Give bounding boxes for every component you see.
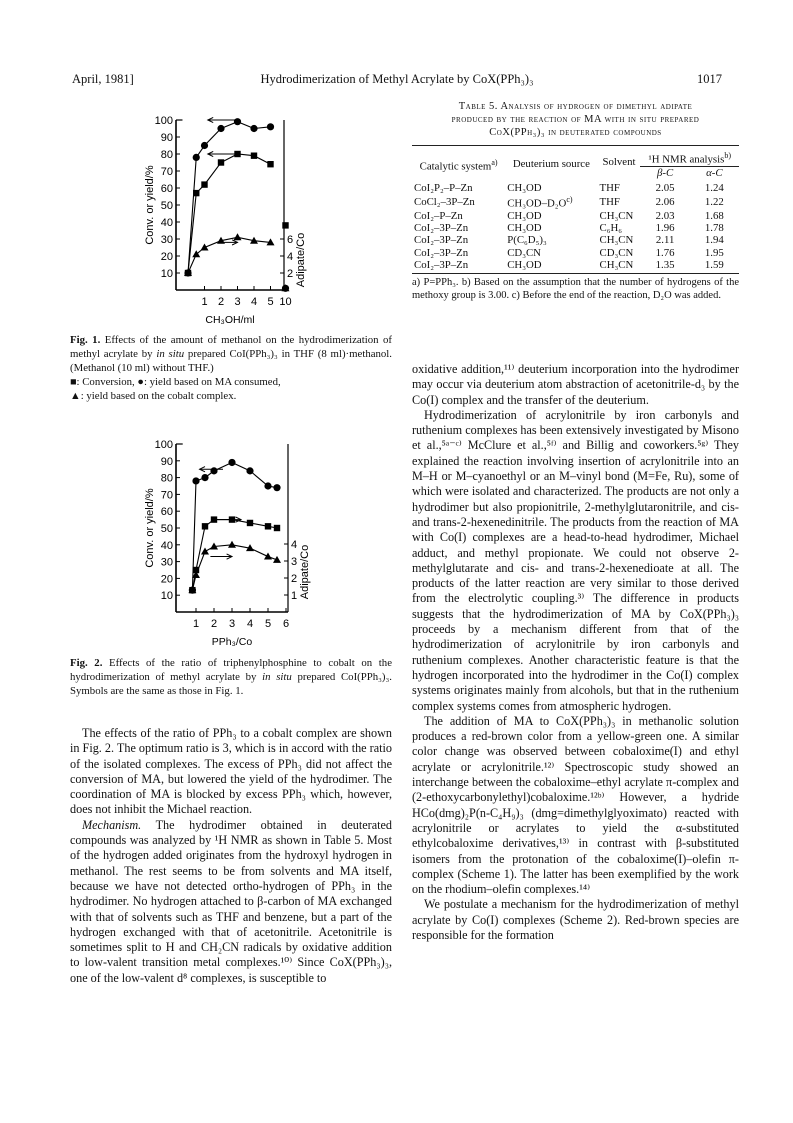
x-tick-label: 6	[282, 618, 290, 630]
table-cell: THF	[599, 182, 620, 194]
paragraph: The addition of MA to CoX(PPh₃)₃ in methanolic solution produces a red-brown color from a yellow-green one. A similar color change was observed between cobaloxime(I) and ethyl acrylate or acrylonitrile.¹²⁾ Spectroscopic study showed an interchange between the cobaloxime–ethyl acrylate π-complex and (2-ethoxycarbonylethyl)cobaloxime.¹²ᵇ⁾ However, a hydride HCo(dmg)₂P(n-C₄H₉)₃ (dmg=dimethylglyoximato) reacted with acrylonitrile or acrylates to yield the α-substituted ethylcobaloxime derivatives,¹³⁾ in contrast with β-substituted isomers from the protonation of the cobaloxime(I)–olefin π-complex (Scheme 1). The latter has been exemplified by the work on the rhodium–olefin complexes.¹⁴⁾	[412, 713, 739, 897]
y-tick-label: 10	[160, 590, 173, 603]
square-marker	[247, 520, 253, 526]
triangle-marker-icon: ▲	[70, 390, 81, 402]
table-cell: CH₃OD	[507, 210, 542, 222]
legend-conversion: : Conversion,	[76, 376, 135, 388]
y-tick-label: 100	[154, 115, 173, 127]
y-tick-label: 70	[160, 489, 173, 502]
table-cell: CD₃CN	[599, 246, 634, 259]
circle-marker	[250, 125, 257, 132]
table-5-grid	[412, 146, 739, 271]
header-date: April, 1981]	[72, 72, 134, 86]
table-row	[412, 259, 739, 271]
header-deuterium-source: Deuterium source	[512, 158, 590, 171]
table-cell: CoI₂–3P–Zn	[414, 234, 469, 247]
circle-marker	[201, 474, 208, 481]
table-row	[412, 194, 739, 210]
y2-tick-label: 6	[287, 234, 294, 246]
table-5-body	[412, 179, 739, 271]
x-tick-label: 5	[264, 618, 272, 630]
header-nmr-analysis: ¹H NMR analysis$^{b)}$	[640, 146, 739, 166]
running-header	[72, 72, 722, 90]
figure-2-label: Fig. 2.	[70, 657, 103, 669]
x-tick-label: 3	[234, 296, 241, 308]
figure-2-plot	[144, 439, 311, 648]
table-cell: CoI₂–3P–Zn	[414, 222, 469, 235]
table-cell: CH₃OD	[507, 222, 542, 235]
y-tick-label: 50	[160, 200, 173, 212]
table-cell: 1.95	[704, 246, 724, 259]
paragraph: We postulate a mechanism for the hydrodimerization of methyl acrylate by Co(I) complexes (Scheme 2). Red-brown species are responsible for the formation	[412, 897, 739, 942]
y-tick-label: 30	[160, 234, 173, 246]
square-marker	[267, 161, 273, 167]
x-tick-label: 4	[246, 618, 254, 630]
figure-2-caption: Fig. 2. Effects of the ratio of triphenylphosphine to cobalt on the hydrodimerization of methyl acrylate by in situ prepared CoI(PPh₃)₃. Symbols are the same as those in Fig. 1.	[70, 657, 393, 697]
table-cell: CoI₂–3P–Zn	[414, 258, 469, 271]
y2-axis-label: Adipate/Co	[295, 232, 307, 288]
circle-marker	[217, 125, 224, 132]
circle-marker	[273, 484, 280, 491]
y-tick-label: 80	[160, 472, 173, 485]
table-cell: 1.76	[655, 246, 675, 259]
y-tick-label: 10	[160, 268, 173, 280]
y-tick-label: 40	[160, 217, 173, 229]
table-cell: 1.59	[704, 258, 724, 271]
y-tick-label: 70	[160, 166, 173, 178]
legend-yield-ma: : yield based on MA consumed,	[143, 376, 281, 388]
x-tick-label: 1	[201, 296, 208, 308]
x-tick-label: 4	[250, 296, 258, 308]
table-cell: THF	[599, 196, 620, 208]
figure-2-chart	[128, 432, 328, 657]
table-cell: CoI₂P₂–P–Zn	[414, 182, 473, 194]
legend-yield-cobalt: : yield based on the cobalt complex.	[80, 390, 237, 402]
table-cell: P(C₆D₅)₃	[507, 234, 547, 247]
circle-marker	[193, 154, 200, 161]
header-catalytic-system: Catalytic system$^{a)}$	[419, 157, 498, 173]
x-tick-label: 3	[228, 618, 236, 630]
circle-marker	[201, 142, 208, 149]
y-tick-label: 20	[160, 573, 173, 586]
y-tick-label: 20	[160, 251, 173, 263]
table-title: Table 5. Analysis of hydrogen of dimethyl adipate produced by the reaction of MA with in situ prepared CoX(PPh₃)₃ in deuterated compounds	[451, 101, 700, 138]
section-heading: Mechanism.	[82, 817, 142, 832]
left-column-text	[70, 726, 392, 986]
table-5	[412, 100, 739, 302]
paragraph: The effects of the ratio of PPh₃ to a cobalt complex are shown in Fig. 2. The optimum ratio is 3, which is in accord with the ratio of the isolated complexes. The excess of PPh₃ did not affect the conversion of MA, but lowered the yield of the hydrodimer. The coordination of MA is blocked by excess PPh₃ which, however, does not inhibit the Michael reaction.	[70, 726, 392, 817]
table-cell: C₆H₆	[599, 222, 623, 235]
y2-tick-label: 1	[291, 590, 298, 602]
table-cell: 1.24	[704, 182, 724, 194]
x-tick-label: 10	[279, 296, 292, 308]
y-tick-label: 80	[160, 149, 173, 161]
circle-marker	[228, 459, 235, 466]
table-cell: 1.78	[704, 222, 724, 235]
y-tick-label: 60	[160, 183, 173, 195]
x-tick-label: 2	[217, 296, 225, 308]
table-cell: CH₃CN	[599, 234, 634, 247]
table-cell: 1.94	[704, 234, 724, 247]
table-cell: 2.06	[655, 196, 675, 208]
header-beta-c: β-C	[657, 166, 674, 179]
table-cell: CoI₂–P–Zn	[414, 210, 463, 222]
table-row	[412, 210, 739, 222]
y-axis-label: Conv. or yield/%	[144, 488, 156, 568]
table-row	[412, 234, 739, 246]
table-cell: 1.96	[655, 222, 675, 235]
figure-1-label: Fig. 1.	[70, 334, 101, 346]
square-marker	[218, 159, 224, 165]
table-cell: 1.35	[655, 258, 675, 271]
square-marker	[201, 181, 207, 187]
table-cell: CH₃OD	[507, 182, 542, 194]
square-marker	[265, 523, 271, 529]
table-cell: CoCl₂–3P–Zn	[414, 196, 475, 208]
figure-1-caption: Fig. 1. Effects of the amount of methanol on the hydrodimerization of methyl acrylate by in situ prepared CoI(PPh₃)₃ in THF (8 ml)·methanol. (Methanol (10 ml) without THF.) ■: Conversion, ●: yield based on MA consumed, ▲: yield based on the cobalt complex.	[70, 334, 393, 402]
table-cell: CoI₂–3P–Zn	[414, 246, 469, 259]
square-marker	[251, 153, 257, 159]
table-cell: 1.68	[704, 210, 724, 222]
table-cell: 2.03	[655, 210, 675, 222]
y-tick-label: 90	[160, 132, 173, 144]
square-marker	[282, 222, 288, 228]
table-cell: 2.11	[655, 234, 675, 247]
circle-marker	[234, 118, 241, 125]
right-column-text	[412, 362, 739, 943]
x-tick-label: 1	[192, 618, 200, 630]
table-row	[412, 179, 739, 194]
y2-tick-label: 4	[287, 251, 294, 263]
triangle-marker	[201, 244, 209, 251]
triangle-marker	[228, 541, 236, 548]
y2-tick-label: 2	[291, 573, 298, 585]
x-axis-label: PPh₃/Co	[211, 636, 253, 648]
y-tick-label: 50	[160, 523, 173, 535]
y-tick-label: 60	[160, 506, 173, 519]
table-cell: CH₃CN	[599, 258, 634, 271]
header-solvent: Solvent	[602, 156, 636, 169]
y2-axis-label: Adipate/Co	[299, 544, 311, 600]
triangle-marker	[201, 548, 209, 555]
triangle-marker	[234, 233, 242, 240]
x-tick-label: 5	[267, 296, 274, 308]
paragraph: Mechanism. The hydrodimer obtained in deuterated compounds was analyzed by ¹H NMR as shown in Table 5. Most of the hydrogen added originates from the hydroxyl hydrogen in methanol. The rest seems to be from solvents and MA itself, because we have not detected ortho-hydrogen of PPh₃ in the hydrodimer. No hydrogen attached to β-carbon of MA exchanged with that of solvents such as THF and benzene, but a part of the hydrogen exchanged with that of acetonitrile. Acetonitrile is sometimes split to H and CH₂CN radicals by oxidative addition to low-valent transition metal complexes.¹⁰⁾ Since CoX(PPh₃)₃, one of the low-valent d⁸ complexes, is susceptible to	[70, 817, 392, 985]
y-tick-label: 90	[160, 455, 173, 468]
square-marker	[274, 525, 280, 531]
table-cell: 1.22	[704, 196, 724, 208]
figure-1-plot	[144, 115, 307, 326]
paragraph: oxidative addition,¹¹⁾ deuterium incorporation into the hydrodimer may occur via deuterium atom abstraction of acetonitrile-d₃ by the Co(I) complex and the transfer of the deuterium.	[412, 362, 739, 407]
header-title: Hydrodimerization of Methyl Acrylate by CoX(PPh₃)₃	[260, 72, 534, 86]
y2-tick-label: 2	[287, 268, 294, 280]
table-cell: CH₃OD–$D_2O^{c)}$	[507, 195, 573, 210]
y-tick-label: 100	[154, 439, 173, 451]
y-tick-label: 40	[160, 539, 173, 552]
table-cell: CH₃CN	[599, 210, 634, 222]
circle-marker	[246, 467, 253, 474]
table-row	[412, 222, 739, 234]
triangle-marker	[264, 553, 272, 560]
table-cell: CD₃CN	[507, 246, 541, 259]
y-axis-label: Conv. or yield/%	[144, 165, 156, 245]
circle-marker	[192, 477, 199, 484]
page-number: 1017	[697, 72, 722, 86]
y2-tick-label: 4	[291, 539, 298, 551]
circle-marker-icon: ●	[137, 376, 144, 388]
square-marker-icon: ■	[70, 376, 77, 388]
y2-tick-label: 3	[291, 556, 298, 568]
table-cell: 2.05	[655, 182, 675, 194]
table-cell: CH₃OD	[507, 258, 542, 271]
figure-1-chart	[128, 108, 328, 338]
y-tick-label: 30	[160, 556, 173, 569]
circle-marker	[210, 467, 217, 474]
x-tick-label: 2	[210, 618, 218, 630]
circle-marker	[264, 482, 271, 489]
x-axis-label: CH₃OH/ml	[205, 314, 255, 326]
table-footnote: a) P=PPh₃. b) Based on the assumption that the number of hydrogens of the methoxy group is 3.00. c) Before the end of the reaction, D₂O was added.	[412, 277, 739, 302]
square-series-line	[188, 154, 271, 273]
paragraph: Hydrodimerization of acrylonitrile by iron carbonyls and ruthenium complexes has been extensively investigated by Misono et al.,⁵ᵃ⁻ᶜ⁾ McClure et al.,⁵ᶠ⁾ and Billig and coworkers.⁵ᵍ⁾ They explained the reaction involving insertion of acrylonitrile into an M–H or M–cyanoethyl or an M–vinyl bond (M=Fe, Ru), some of which were isolated and characterized. The products are not only a hydrodimer but also propionitrile, 2-methylglutaronitrile, and cis- and trans-2-hexenedinitrile. The products from the reaction of MA with Co(I) complexes are a head-to-head hydrodimer, Michael adduct, and methyl propionate. We could not observe 2-methylglutarate and cis- and trans-2-hexenedioate at all. The products of the latter reaction are very similar to those derived from the electrolytic coupling.³⁾ The difference in products suggests that the hydrodimerization of MA by CoX(PPh₃)₃ proceeds by a mechanism different from that of the hydrodimerization of acrylonitrile by iron carbonyls and ruthenium complexes. Another characteristic feature is that the hydrogen incorporated into the hydrodimer in the Co(I) complex systems originates mainly from alcohols, but that in the ruthenium complex systems comes from atmospheric hydrogen.	[412, 407, 739, 713]
square-marker	[211, 516, 217, 522]
circle-marker	[267, 123, 274, 130]
table-row	[412, 247, 739, 259]
header-alpha-c: α-C	[706, 166, 723, 179]
square-marker	[202, 523, 208, 529]
